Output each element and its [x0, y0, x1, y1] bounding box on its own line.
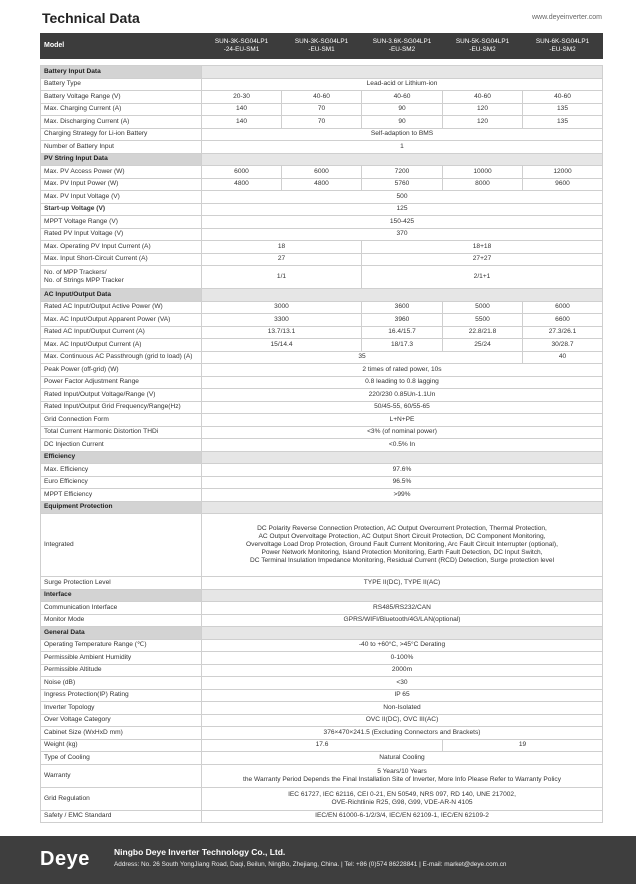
row-label: Max. Continuous AC Passthrough (grid to load) (A) — [41, 351, 202, 364]
row-value: 140 — [202, 116, 282, 129]
section-header — [41, 589, 603, 602]
row-label: Max. PV Input Power (W) — [41, 178, 202, 191]
row-label: Max. PV Access Power (W) — [41, 166, 202, 179]
section-header — [41, 451, 603, 464]
row-value: 19 — [443, 739, 603, 752]
row-value: 40-60 — [523, 91, 603, 104]
row-label: Max. Operating PV Input Current (A) — [41, 241, 202, 254]
table-row — [41, 191, 603, 204]
row-value: -40 to +60°C, >45°C Derating — [202, 639, 603, 652]
table-row — [41, 314, 603, 327]
row-value: 25/24 — [443, 339, 523, 352]
row-value: <30 — [202, 677, 603, 690]
row-value: >99% — [202, 489, 603, 502]
protection-line: Power Network Monitoring, Island Protection Monitoring, Earth Fault Detection, DC Input Switch, — [261, 548, 543, 556]
table-row — [41, 602, 603, 615]
row-value: 97.6% — [202, 464, 603, 477]
table-row — [41, 702, 603, 715]
table-row — [41, 216, 603, 229]
page-footer — [0, 836, 636, 884]
row-value: 4800 — [282, 178, 362, 191]
row-value: 27 — [202, 253, 362, 266]
table-row — [41, 128, 603, 141]
table-row — [41, 752, 603, 765]
row-value: 120 — [443, 103, 523, 116]
row-label: MPPT Voltage Range (V) — [41, 216, 202, 229]
row-value: 90 — [362, 103, 443, 116]
row-value: 16.4/15.7 — [362, 326, 443, 339]
row-value: GPRS/WIFI/Bluetooth/4G/LAN(optional) — [202, 614, 603, 627]
row-value: 3600 — [362, 301, 443, 314]
row-value: 500 — [202, 191, 603, 204]
row-value: 18+18 — [362, 241, 603, 254]
row-value: 120 — [443, 116, 523, 129]
company-name: Ningbo Deye Inverter Technology Co., Ltd. — [114, 847, 286, 857]
row-value: 2/1+1 — [362, 266, 603, 289]
row-value: 27.3/26.1 — [523, 326, 603, 339]
table-row — [41, 810, 603, 823]
table-row — [41, 614, 603, 627]
section-header — [41, 627, 603, 640]
row-value: L+N+PE — [202, 414, 603, 427]
table-row — [41, 664, 603, 677]
table-row — [41, 727, 603, 740]
row-label: Weight (kg) — [41, 739, 202, 752]
row-label: Rated Input/Output Voltage/Range (V) — [41, 389, 202, 402]
grid-reg-line: OVE-Richtlinie R25, G98, G99, VDE-AR-N 4105 — [331, 798, 473, 806]
row-label: Total Current Harmonic Distortion THDi — [41, 426, 202, 439]
table-row — [41, 178, 603, 191]
row-value: Non-Isolated — [202, 702, 603, 715]
row-value — [202, 514, 603, 577]
row-label: Rated AC Input/Output Active Power (W) — [41, 301, 202, 314]
row-value: 27+27 — [362, 253, 603, 266]
page-title: Technical Data — [42, 10, 140, 26]
row-value: 135 — [523, 103, 603, 116]
table-row — [41, 489, 603, 502]
table-row — [41, 689, 603, 702]
row-value: 17.6 — [202, 739, 443, 752]
row-label: Power Factor Adjustment Range — [41, 376, 202, 389]
row-label: Noise (dB) — [41, 677, 202, 690]
table-row — [41, 103, 603, 116]
row-label: DC Injection Current — [41, 439, 202, 452]
row-label: Max. AC Input/Output Current (A) — [41, 339, 202, 352]
row-label: Ingress Protection(IP) Rating — [41, 689, 202, 702]
row-label: Operating Temperature Range (℃) — [41, 639, 202, 652]
section-header — [41, 289, 603, 302]
row-label: Type of Cooling — [41, 752, 202, 765]
row-value: 13.7/13.1 — [202, 326, 362, 339]
row-value: 12000 — [523, 166, 603, 179]
row-value: 50/45-55, 60/55-65 — [202, 401, 603, 414]
row-value: 4800 — [202, 178, 282, 191]
row-value: IP 65 — [202, 689, 603, 702]
section-title: Efficiency — [41, 451, 202, 464]
page-header — [42, 10, 602, 32]
row-value: 135 — [523, 116, 603, 129]
row-label: Permissible Altitude — [41, 664, 202, 677]
deye-logo: Deye — [40, 848, 90, 870]
row-label: Euro Efficiency — [41, 476, 202, 489]
row-label: Grid Connection Form — [41, 414, 202, 427]
row-value: 3300 — [202, 314, 362, 327]
table-row — [41, 677, 603, 690]
table-row — [41, 228, 603, 241]
spacer — [41, 59, 603, 66]
row-label: Warranty — [41, 764, 202, 787]
table-row — [41, 426, 603, 439]
table-row — [41, 401, 603, 414]
table-row — [41, 577, 603, 590]
row-value: 3960 — [362, 314, 443, 327]
row-value: 5500 — [443, 314, 523, 327]
row-value: 7200 — [362, 166, 443, 179]
model-name: SUN-3K-SG04LP1 -24-EU-SM1 — [202, 34, 282, 59]
table-row — [41, 652, 603, 665]
row-value: 6000 — [202, 166, 282, 179]
row-label: Over Voltage Category — [41, 714, 202, 727]
table-row — [41, 91, 603, 104]
row-label: Monitor Mode — [41, 614, 202, 627]
model-name: SUN-6K-SG04LP1 -EU-SM2 — [523, 34, 603, 59]
row-value: 6600 — [523, 314, 603, 327]
row-value: 40-60 — [443, 91, 523, 104]
table-row — [41, 414, 603, 427]
row-label: Safety / EMC Standard — [41, 810, 202, 823]
table-row — [41, 464, 603, 477]
row-label: Cabinet Size (WxHxD mm) — [41, 727, 202, 740]
row-value: 20-30 — [202, 91, 282, 104]
protection-line: Overvoltage Load Drop Protection, Ground Fault Current Monitoring, Arc Fault Circuit Interrupter (optional), — [246, 541, 558, 549]
table-row — [41, 166, 603, 179]
table-row — [41, 351, 603, 364]
table-row — [41, 241, 603, 254]
row-value: 0-100% — [202, 652, 603, 665]
row-label: Max. AC Input/Output Apparent Power (VA) — [41, 314, 202, 327]
row-value: 22.8/21.8 — [443, 326, 523, 339]
row-value: 140 — [202, 103, 282, 116]
row-value: 15/14.4 — [202, 339, 362, 352]
table-row — [41, 203, 603, 216]
section-title: Interface — [41, 589, 202, 602]
row-value: 90 — [362, 116, 443, 129]
row-value: 35 — [202, 351, 523, 364]
row-value: 8000 — [443, 178, 523, 191]
model-name: SUN-3.6K-SG04LP1 -EU-SM2 — [362, 34, 443, 59]
row-label: Rated AC Input/Output Current (A) — [41, 326, 202, 339]
row-label: Battery Voltage Range (V) — [41, 91, 202, 104]
model-name: SUN-3K-SG04LP1 -EU-SM1 — [282, 34, 362, 59]
row-value: 376×470×241.5 (Excluding Connectors and Brackets) — [202, 727, 603, 740]
row-value: 18/17.3 — [362, 339, 443, 352]
row-value: 6000 — [523, 301, 603, 314]
row-label-line: No. of Strings MPP Tracker — [44, 277, 124, 284]
table-row — [41, 389, 603, 402]
row-value: 150-425 — [202, 216, 603, 229]
row-value: 40 — [523, 351, 603, 364]
row-label-line: No. of MPP Trackers/ — [44, 269, 107, 277]
row-value: <0.5% In — [202, 439, 603, 452]
row-value: 70 — [282, 116, 362, 129]
table-row — [41, 78, 603, 91]
table-row — [41, 787, 603, 810]
row-label: Charging Strategy for Li-ion Battery — [41, 128, 202, 141]
section-header — [41, 66, 603, 79]
row-value: 2000m — [202, 664, 603, 677]
row-label: Grid Regulation — [41, 787, 202, 810]
table-row — [41, 253, 603, 266]
row-label: Max. Discharging Current (A) — [41, 116, 202, 129]
row-label: Max. PV Input Voltage (V) — [41, 191, 202, 204]
grid-reg-line: IEC 61727, IEC 62116, CEI 0-21, EN 50549, NRS 097, RD 140, UNE 217002, — [288, 790, 516, 798]
section-title: Equipment Protection — [41, 501, 202, 514]
table-row — [41, 376, 603, 389]
row-label: Inverter Topology — [41, 702, 202, 715]
row-value: OVC II(DC), OVC III(AC) — [202, 714, 603, 727]
row-value: 0.8 leading to 0.8 lagging — [202, 376, 603, 389]
table-row — [41, 116, 603, 129]
warranty-line: the Warranty Period Depends the Final Installation Site of Inverter, More Info Please Refer to Warranty Policy — [243, 775, 561, 783]
section-title: PV String Input Data — [41, 153, 202, 166]
row-value: 3000 — [202, 301, 362, 314]
row-value: 10000 — [443, 166, 523, 179]
protection-line: AC Output Overvoltage Protection, AC Output Short Circuit Protection, DC Component Monitoring, — [258, 533, 546, 541]
row-label: Max. Input Short-Circuit Current (A) — [41, 253, 202, 266]
row-value: 1/1 — [202, 266, 362, 289]
table-row — [41, 339, 603, 352]
row-label: Permissible Ambient Humidity — [41, 652, 202, 665]
row-value: TYPE II(DC), TYPE II(AC) — [202, 577, 603, 590]
table-row — [41, 739, 603, 752]
table-row — [41, 266, 603, 289]
row-value: 5760 — [362, 178, 443, 191]
company-address: Address: No. 26 South YongJiang Road, Daqi, Beilun, NingBo, Zhejiang, China. | Tel: +86 (0)574 86228841 | E-mail: market@deye.com.cn — [114, 861, 507, 868]
row-label: MPPT Efficiency — [41, 489, 202, 502]
model-header-row — [41, 34, 603, 59]
row-value: 370 — [202, 228, 603, 241]
row-value: <3% (of nominal power) — [202, 426, 603, 439]
row-label: Rated PV Input Voltage (V) — [41, 228, 202, 241]
table-row — [41, 326, 603, 339]
row-value: 40-60 — [362, 91, 443, 104]
model-label: Model — [41, 34, 202, 59]
row-value: 40-60 — [282, 91, 362, 104]
protection-line: DC Terminal Insulation Impedance Monitoring, Residual Current (RCD) Detection, Surge protection level — [249, 556, 555, 564]
table-row — [41, 714, 603, 727]
table-row — [41, 301, 603, 314]
row-label: Max. Efficiency — [41, 464, 202, 477]
section-title: AC Input/Output Data — [41, 289, 202, 302]
row-label: Integrated — [41, 514, 202, 577]
protection-line: DC Polarity Reverse Connection Protection, AC Output Overcurrent Protection, Thermal Protection, — [257, 525, 547, 533]
row-value: Natural Cooling — [202, 752, 603, 765]
row-value: IEC/EN 61000-6-1/2/3/4, IEC/EN 62109-1, IEC/EN 62109-2 — [202, 810, 603, 823]
row-value: 2 times of rated power, 10s — [202, 364, 603, 377]
row-value: 1 — [202, 141, 603, 154]
table-row — [41, 764, 603, 787]
model-name: SUN-5K-SG04LP1 -EU-SM2 — [443, 34, 523, 59]
row-label: Communication Interface — [41, 602, 202, 615]
row-value: 9600 — [523, 178, 603, 191]
table-row — [41, 514, 603, 577]
row-label: Start-up Voltage (V) — [41, 203, 202, 216]
row-value: Self-adaption to BMS — [202, 128, 603, 141]
row-value — [202, 787, 603, 810]
row-value: 6000 — [282, 166, 362, 179]
row-value: 5000 — [443, 301, 523, 314]
section-title: General Data — [41, 627, 202, 640]
row-value — [202, 764, 603, 787]
website-url[interactable]: www.deyeinverter.com — [531, 14, 602, 21]
row-value: 70 — [282, 103, 362, 116]
section-header — [41, 501, 603, 514]
section-header — [41, 153, 603, 166]
table-row — [41, 476, 603, 489]
row-value: 125 — [202, 203, 603, 216]
row-value: Lead-acid or Lithium-ion — [202, 78, 603, 91]
row-label: Surge Protection Level — [41, 577, 202, 590]
row-label — [41, 266, 202, 289]
table-row — [41, 639, 603, 652]
row-label: Max. Charging Current (A) — [41, 103, 202, 116]
row-label: Peak Power (off-grid) (W) — [41, 364, 202, 377]
row-label: Battery Type — [41, 78, 202, 91]
row-value: RS485/RS232/CAN — [202, 602, 603, 615]
row-value: 96.5% — [202, 476, 603, 489]
table-row — [41, 141, 603, 154]
table-row — [41, 364, 603, 377]
row-label: Rated Input/Output Grid Frequency/Range(Hz) — [41, 401, 202, 414]
warranty-line: 5 Years/10 Years — [377, 767, 427, 775]
technical-data-table — [40, 33, 603, 823]
row-value: 18 — [202, 241, 362, 254]
table-row — [41, 439, 603, 452]
row-label: Number of Battery Input — [41, 141, 202, 154]
section-title: Battery Input Data — [41, 66, 202, 79]
row-value: 30/28.7 — [523, 339, 603, 352]
row-value: 220/230 0.85Un-1.1Un — [202, 389, 603, 402]
